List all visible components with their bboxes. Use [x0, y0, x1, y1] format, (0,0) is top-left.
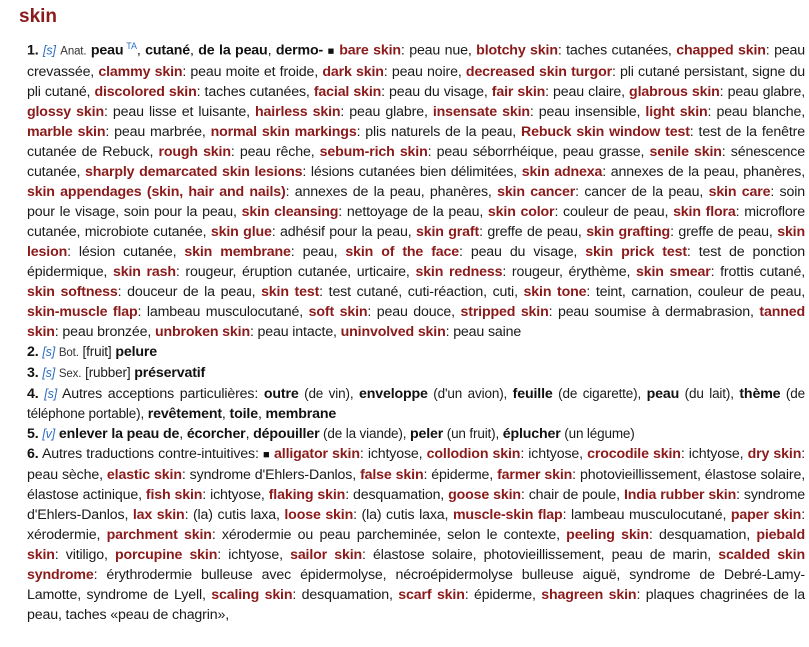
- definition-text: : ichtyose,: [202, 486, 269, 503]
- definition-text: ,: [189, 42, 199, 59]
- english-term: insensate skin: [432, 103, 530, 120]
- context-gloss: (de cigarette),: [552, 385, 647, 401]
- definition-text: : desquamation,: [345, 486, 449, 503]
- english-term: muscle-skin flap: [452, 506, 563, 523]
- english-term: skin cancer: [497, 183, 576, 200]
- translation: peau: [646, 385, 680, 402]
- definition-text: ,: [257, 405, 266, 422]
- english-term: dark skin: [322, 63, 384, 80]
- definition-text: : test cutané, cuti-réaction, cuti,: [319, 283, 524, 300]
- definition-text: : soin pour le visage, soin pour la peau,: [27, 183, 805, 220]
- definition-text: Autres acceptions particulières:: [61, 385, 264, 402]
- definition-text: : (la) cutis laxa,: [353, 506, 453, 523]
- translation: cutané: [145, 42, 190, 59]
- definition-text: : peau insensible,: [529, 103, 646, 120]
- english-term: glabrous skin: [629, 83, 720, 100]
- translation: de la peau: [198, 42, 268, 59]
- part-of-speech: [v]: [42, 426, 56, 441]
- domain-label: Sex.: [58, 367, 82, 380]
- definition-text: : peau douce,: [367, 303, 461, 320]
- context-gloss: (de vin),: [298, 385, 359, 401]
- definition-text: : pli cutané persistant, signe du pli cutané,: [27, 63, 805, 100]
- definition-text: : annexes de la peau, phanères,: [602, 163, 805, 180]
- definition-text: : peau nue,: [400, 42, 477, 59]
- english-term: clammy skin: [98, 63, 183, 80]
- domain-label: Bot.: [58, 346, 79, 359]
- english-term: loose skin: [284, 506, 354, 523]
- definition-text: : ichtyose,: [520, 445, 588, 462]
- english-term: tanned skin: [27, 303, 805, 340]
- english-term: glossy skin: [27, 103, 104, 120]
- english-term: fish skin: [145, 486, 203, 503]
- definition-text: : plis naturels de la peau,: [356, 123, 522, 140]
- definition-text: : test de la fenêtre cutanée de Rebuck,: [27, 123, 806, 160]
- english-term: alligator skin: [274, 445, 360, 462]
- definition-text: : épiderme,: [464, 586, 542, 603]
- definition-text: : peau moite et froide,: [182, 63, 323, 80]
- translation: enveloppe: [358, 385, 428, 402]
- english-term: decreased skin turgor: [465, 63, 612, 80]
- definition-text: : érythrodermie bulleuse avec épidermolyse, nécroépidermolyse bulleuse aiguë, syndrome de Debré-Lamy-Lamotte, syndrome de Lyell,: [27, 566, 805, 603]
- definition-text: : sénescence cutanée,: [27, 143, 805, 180]
- definition-text: : peau saine: [445, 323, 522, 340]
- definition-text: : peau noire,: [383, 63, 466, 80]
- context-gloss: (un légume): [560, 425, 635, 441]
- definition-text: : peau marbrée,: [105, 123, 211, 140]
- definition-text: ,: [136, 42, 146, 59]
- sense-number: 4.: [27, 385, 39, 402]
- english-term: skin appendages (skin, hair and nails): [27, 183, 286, 200]
- english-term: sebum-rich skin: [319, 143, 428, 160]
- definition-text: : (la) cutis laxa,: [184, 506, 285, 523]
- definition-text: : douceur de la peau,: [117, 283, 262, 300]
- definition-text: ,: [221, 405, 230, 422]
- part-of-speech: [s]: [43, 43, 56, 58]
- translation: éplucher: [502, 425, 561, 442]
- definition-text: : adhésif pour la peau,: [271, 223, 416, 240]
- english-term: farmer skin: [497, 466, 573, 483]
- definition-text: : lésion cutanée,: [67, 243, 185, 260]
- english-term: skin glue: [210, 223, 272, 240]
- english-term: skin smear: [635, 263, 711, 280]
- translation: outre: [263, 385, 299, 402]
- definition-text: : peau sèche,: [27, 445, 806, 483]
- definition-text: : taches cutanées,: [196, 83, 314, 100]
- definition-text: ,: [267, 42, 276, 59]
- translation: dermo-: [275, 42, 324, 59]
- english-term: marble skin: [27, 123, 106, 140]
- english-term: skin prick test: [585, 243, 687, 260]
- english-term: collodion skin: [426, 445, 521, 462]
- definition-text: : peau bronzée,: [54, 323, 155, 340]
- english-term: crocodile skin: [587, 445, 681, 462]
- english-term: goose skin: [448, 486, 521, 503]
- sense-5: [27, 424, 805, 444]
- definition-text: : xérodermie ou peau parcheminée, selon le contexte,: [211, 526, 567, 543]
- definition-text: : frottis cutané,: [710, 263, 805, 280]
- context-gloss: (d'un avion),: [427, 385, 513, 401]
- context-gloss: (du lait),: [679, 385, 740, 401]
- english-term: bare skin: [339, 42, 401, 59]
- definition-text: : peau soumise à dermabrasion,: [548, 303, 760, 320]
- english-term: skin softness: [27, 283, 118, 300]
- definition-text: : peau du visage,: [381, 83, 492, 100]
- english-term: scaling skin: [211, 586, 293, 603]
- english-term: shagreen skin: [541, 586, 637, 603]
- english-term: skin grafting: [586, 223, 671, 240]
- translation: thème: [739, 385, 781, 402]
- definition-text: ,: [179, 425, 187, 442]
- definition-text: : syndrome d'Ehlers-Danlos,: [181, 466, 361, 483]
- definition-text: ,: [245, 425, 254, 442]
- translation: dépouiller: [253, 425, 320, 442]
- sense-number: 2.: [27, 343, 39, 360]
- english-term: peeling skin: [566, 526, 649, 543]
- english-term: facial skin: [313, 83, 382, 100]
- part-of-speech: [s]: [42, 344, 56, 359]
- translation: pelure: [115, 343, 157, 360]
- translation: préservatif: [134, 364, 206, 381]
- definition-text: : greffe de peau,: [670, 223, 778, 240]
- definition-text: : taches cutanées,: [557, 42, 677, 59]
- definition-text: : épiderme,: [423, 466, 498, 483]
- english-term: rough skin: [158, 143, 231, 160]
- definition-text: : photovieillissement, élastose solaire, élastose actinique,: [27, 466, 805, 503]
- english-term: skin of the face: [345, 243, 459, 260]
- definition-text: : rougeur, éruption cutanée, urticaire,: [175, 263, 416, 280]
- translation: peler: [409, 425, 444, 442]
- definition-text: : desquamation,: [292, 586, 399, 603]
- english-term: scarf skin: [398, 586, 465, 603]
- sense-6: [27, 444, 805, 625]
- definition-text: : peau intacte,: [249, 323, 341, 340]
- english-term: discolored skin: [94, 83, 197, 100]
- part-of-speech: [s]: [42, 365, 56, 380]
- english-term: chapped skin: [676, 42, 766, 59]
- english-term: light skin: [645, 103, 708, 120]
- definition-text: : peau lisse et luisante,: [103, 103, 256, 120]
- english-term: paper skin: [730, 506, 802, 523]
- definition-text: : vitiligo,: [54, 546, 116, 563]
- english-term: India rubber skin: [623, 486, 737, 503]
- definition-text: : peau claire,: [545, 83, 630, 100]
- english-term: skin cleansing: [241, 203, 339, 220]
- context-gloss: [fruit]: [82, 343, 112, 359]
- english-term: porcupine skin: [115, 546, 218, 563]
- definition-text: : annexes de la peau, phanères,: [285, 183, 498, 200]
- english-term: skin care: [708, 183, 771, 200]
- english-term: stripped skin: [460, 303, 549, 320]
- context-gloss: [rubber]: [85, 364, 131, 380]
- english-term: skin flora: [673, 203, 736, 220]
- sense-2: [27, 342, 805, 363]
- definition-text: : ichtyose,: [217, 546, 291, 563]
- english-term: dry skin: [747, 445, 802, 462]
- definition-text: : peau,: [290, 243, 346, 260]
- definition-text: : xérodermie,: [27, 506, 805, 543]
- english-term: uninvolved skin: [340, 323, 446, 340]
- senses-list: [27, 36, 805, 625]
- translation: revêtement: [147, 405, 222, 422]
- english-term: skin graft: [416, 223, 480, 240]
- definition-text: : peau séborrhéique, peau grasse,: [427, 143, 650, 160]
- english-term: false skin: [360, 466, 424, 483]
- english-term: skin adnexa: [521, 163, 603, 180]
- definition-text: : peau blanche,: [707, 103, 805, 120]
- domain-label: Anat.: [60, 45, 87, 58]
- definition-text: : syndrome d'Ehlers-Danlos,: [27, 486, 805, 523]
- english-term: parchment skin: [106, 526, 212, 543]
- ta-superscript: TA: [123, 41, 137, 51]
- english-term: soft skin: [308, 303, 368, 320]
- sense-4: [27, 384, 805, 424]
- definition-text: : ichtyose,: [359, 445, 427, 462]
- english-term: elastic skin: [106, 466, 182, 483]
- english-term: skin lesion: [27, 223, 805, 260]
- english-term: skin membrane: [184, 243, 291, 260]
- translation: toile: [229, 405, 258, 422]
- translation: enlever la peau de: [58, 425, 180, 442]
- definition-text: : peau rêche,: [230, 143, 320, 160]
- sense-number: 6.: [27, 445, 39, 462]
- context-gloss: (de téléphone portable),: [27, 385, 805, 421]
- sense-number: 5.: [27, 425, 39, 442]
- english-term: unbroken skin: [154, 323, 250, 340]
- english-term: lax skin: [132, 506, 185, 523]
- sense-3: [27, 363, 805, 384]
- english-term: Rebuck skin window test: [521, 123, 690, 140]
- english-term: senile skin: [649, 143, 722, 160]
- english-term: sharply demarcated skin lesions: [84, 163, 303, 180]
- definition-text: : chair de poule,: [520, 486, 624, 503]
- definition-text: : élastose solaire, photovieillissement, peau de marin,: [362, 546, 719, 563]
- english-term: skin-muscle flap: [27, 303, 138, 320]
- definition-text: Autres traductions contre-intuitives:: [41, 445, 263, 462]
- context-gloss: (de la viande),: [319, 425, 410, 441]
- bullet-square: ■: [262, 448, 270, 461]
- definition-text: : lambeau musculocutané,: [562, 506, 731, 523]
- part-of-speech: [s]: [44, 386, 58, 401]
- english-term: skin test: [261, 283, 320, 300]
- english-term: skin color: [487, 203, 555, 220]
- english-term: blotchy skin: [476, 42, 558, 59]
- definition-text: : peau du visage,: [459, 243, 586, 260]
- definition-text: : couleur de peau,: [554, 203, 674, 220]
- bullet-square: ■: [327, 45, 335, 58]
- definition-text: : cancer de la peau,: [575, 183, 709, 200]
- english-term: skin rash: [112, 263, 176, 280]
- definition-text: : test de ponction épidermique,: [27, 243, 805, 280]
- definition-text: : peau glabre,: [719, 83, 805, 100]
- english-term: hairless skin: [255, 103, 341, 120]
- translation: membrane: [265, 405, 337, 422]
- definition-text: : microflore cutanée, microbiote cutanée,: [27, 203, 805, 240]
- english-term: sailor skin: [290, 546, 363, 563]
- definition-text: : lambeau musculocutané,: [137, 303, 309, 320]
- sense-number: 3.: [27, 364, 39, 381]
- english-term: normal skin markings: [210, 123, 357, 140]
- sense-1: [27, 36, 805, 342]
- english-term: scalded skin syndrome: [27, 546, 805, 583]
- definition-text: : desquamation,: [648, 526, 757, 543]
- translation: feuille: [512, 385, 553, 402]
- english-term: skin tone: [523, 283, 587, 300]
- context-gloss: (un fruit),: [443, 425, 503, 441]
- definition-text: : peau glabre,: [340, 103, 433, 120]
- sense-number: 1.: [27, 42, 39, 59]
- translation: écorcher: [186, 425, 246, 442]
- definition-text: : teint, carnation, couleur de peau,: [586, 283, 805, 300]
- headword: skin: [19, 6, 58, 27]
- definition-text: : nettoyage de la peau,: [338, 203, 488, 220]
- definition-text: : rougeur, érythème,: [502, 263, 636, 280]
- english-term: piebald skin: [27, 526, 805, 563]
- definition-text: : plaques chagrinées de la peau, taches «peau de chagrin»,: [27, 586, 805, 623]
- definition-text: : greffe de peau,: [479, 223, 587, 240]
- english-term: flaking skin: [268, 486, 346, 503]
- definition-text: : ichtyose,: [680, 445, 748, 462]
- definition-text: : lésions cutanées bien délimitées,: [302, 163, 522, 180]
- translation: peau: [90, 42, 124, 59]
- definition-text: : peau crevassée,: [27, 42, 806, 80]
- english-term: skin redness: [415, 263, 503, 280]
- english-term: fair skin: [491, 83, 546, 100]
